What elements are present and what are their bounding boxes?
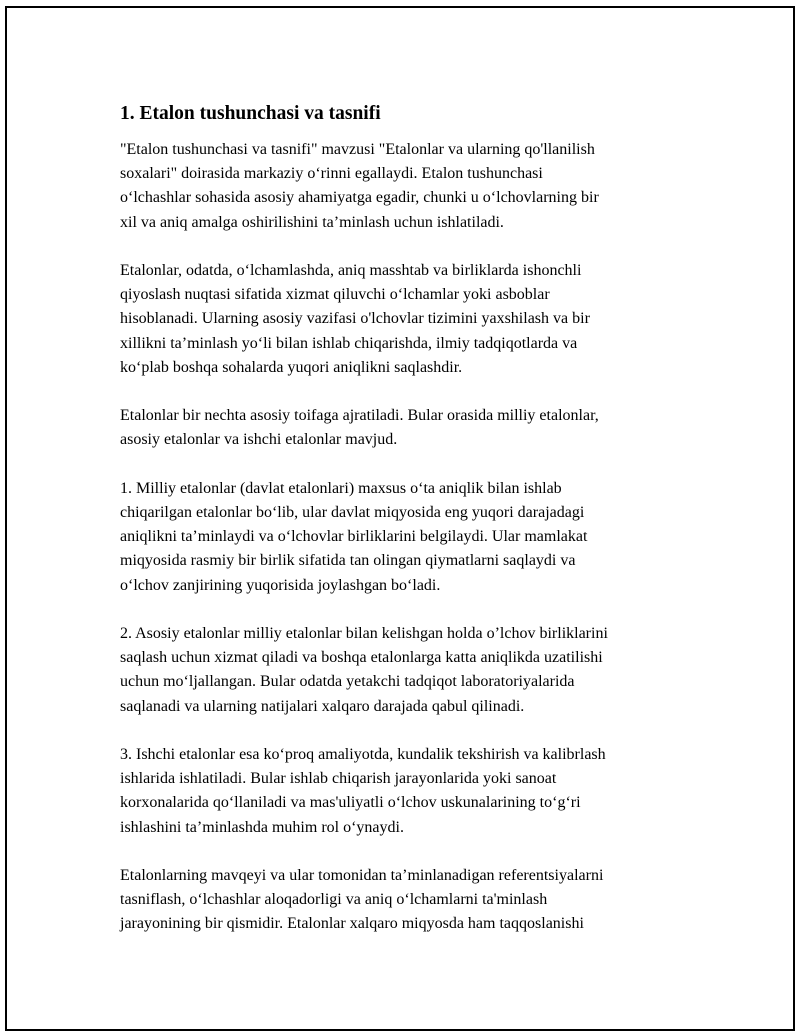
text-line: hisoblanadi. Ularning asosiy vazifasi o'lchovlar tizimini yaxshilash va bir: [120, 310, 590, 328]
paragraph-1: [120, 138, 700, 235]
text-line: xil va aniq amalga oshirilishini ta’minlash uchun ishlatiladi.: [120, 213, 504, 231]
paragraph-3: [120, 404, 700, 452]
paragraph-7: [120, 864, 700, 937]
text-line: Etalonlar bir nechta asosiy toifaga ajratiladi. Bular orasida milliy etalonlar,: [120, 407, 599, 425]
text-line: asosiy etalonlar va ishchi etalonlar mavjud.: [120, 431, 398, 449]
text-line: korxonalarida qo‘llaniladi va mas'uliyatli o‘lchov uskunalarining to‘g‘ri: [120, 794, 581, 812]
text-line: "Etalon tushunchasi va tasnifi" mavzusi "Etalonlar va ularning qo'llanilish: [120, 141, 595, 158]
text-line: o‘lchov zanjirining yuqorisida joylashgan bo‘ladi.: [120, 576, 441, 594]
paragraph-4: [120, 477, 700, 598]
text-line: tasniflash, o‘lchashlar aloqadorligi va aniq o‘lchamlarni ta'minlash: [120, 891, 548, 909]
text-line: saqlash uchun xizmat qiladi va boshqa etalonlarga katta aniqlikda uzatilishi: [120, 649, 603, 667]
text-line: 3. Ishchi etalonlar esa ko‘proq amaliyotda, kundalik tekshirish va kalibrlash: [120, 746, 606, 763]
text-line: 1. Milliy etalonlar (davlat etalonlari) maxsus o‘ta aniqlik bilan ishlab: [120, 479, 562, 497]
text-line: Etalonlar, odatda, o‘lchamlashda, aniq masshtab va birliklarda ishonchli: [120, 262, 582, 279]
paragraph-5: [120, 622, 700, 719]
text-line: saqlanadi va ularning natijalari xalqaro darajada qabul qilinadi.: [120, 697, 525, 715]
text-line: soxalari" doirasida markaziy o‘rinni egallaydi. Etalon tushunchasi: [120, 165, 543, 183]
text-line: ko‘plab boshqa sohalarda yuqori aniqlikni saqlashdir.: [120, 358, 463, 376]
text-line: xillikni ta’minlash yo‘li bilan ishlab chiqarishda, ilmiy tadqiqotlarda va: [120, 334, 578, 352]
document-body: [120, 101, 700, 961]
paragraph-2: [120, 259, 700, 380]
text-line: ishlarida ishlatiladi. Bular ishlab chiqarish jarayonlarida yoki sanoat: [120, 770, 557, 788]
text-line: miqyosida rasmiy bir birlik sifatida tan olingan qiymatlarni saqlaydi va: [120, 552, 576, 570]
text-line: uchun mo‘ljallangan. Bular odatda yetakchi tadqiqot laboratoriyalarida: [120, 673, 575, 691]
text-line: aniqlikni ta’minlaydi va o‘lchovlar birliklarini belgilaydi. Ular mamlakat: [120, 528, 588, 546]
text-line: Etalonlarning mavqeyi va ular tomonidan ta’minlanadigan referentsiyalarni: [120, 867, 604, 884]
text-line: jarayonining bir qismidir. Etalonlar xalqaro miqyosda ham taqqoslanishi: [120, 915, 584, 933]
text-line: chiqarilgan etalonlar bo‘lib, ular davlat miqyosida eng yuqori darajadagi: [120, 504, 585, 521]
text-line: o‘lchashlar sohasida asosiy ahamiyatga egadir, chunki u o‘lchovlarning bir: [120, 189, 599, 207]
section-heading: 1. Etalon tushunchasi va tasnifi: [120, 103, 381, 124]
text-line: qiyoslash nuqtasi sifatida xizmat qiluvchi o‘lchamlar yoki asboblar: [120, 286, 550, 304]
text-line: 2. Asosiy etalonlar milliy etalonlar bilan kelishgan holda o’lchov birliklarini: [120, 625, 608, 642]
text-line: ishlashini ta’minlashda muhim rol o‘ynaydi.: [120, 818, 404, 836]
paragraph-6: [120, 743, 700, 840]
page-border: [5, 6, 795, 1031]
